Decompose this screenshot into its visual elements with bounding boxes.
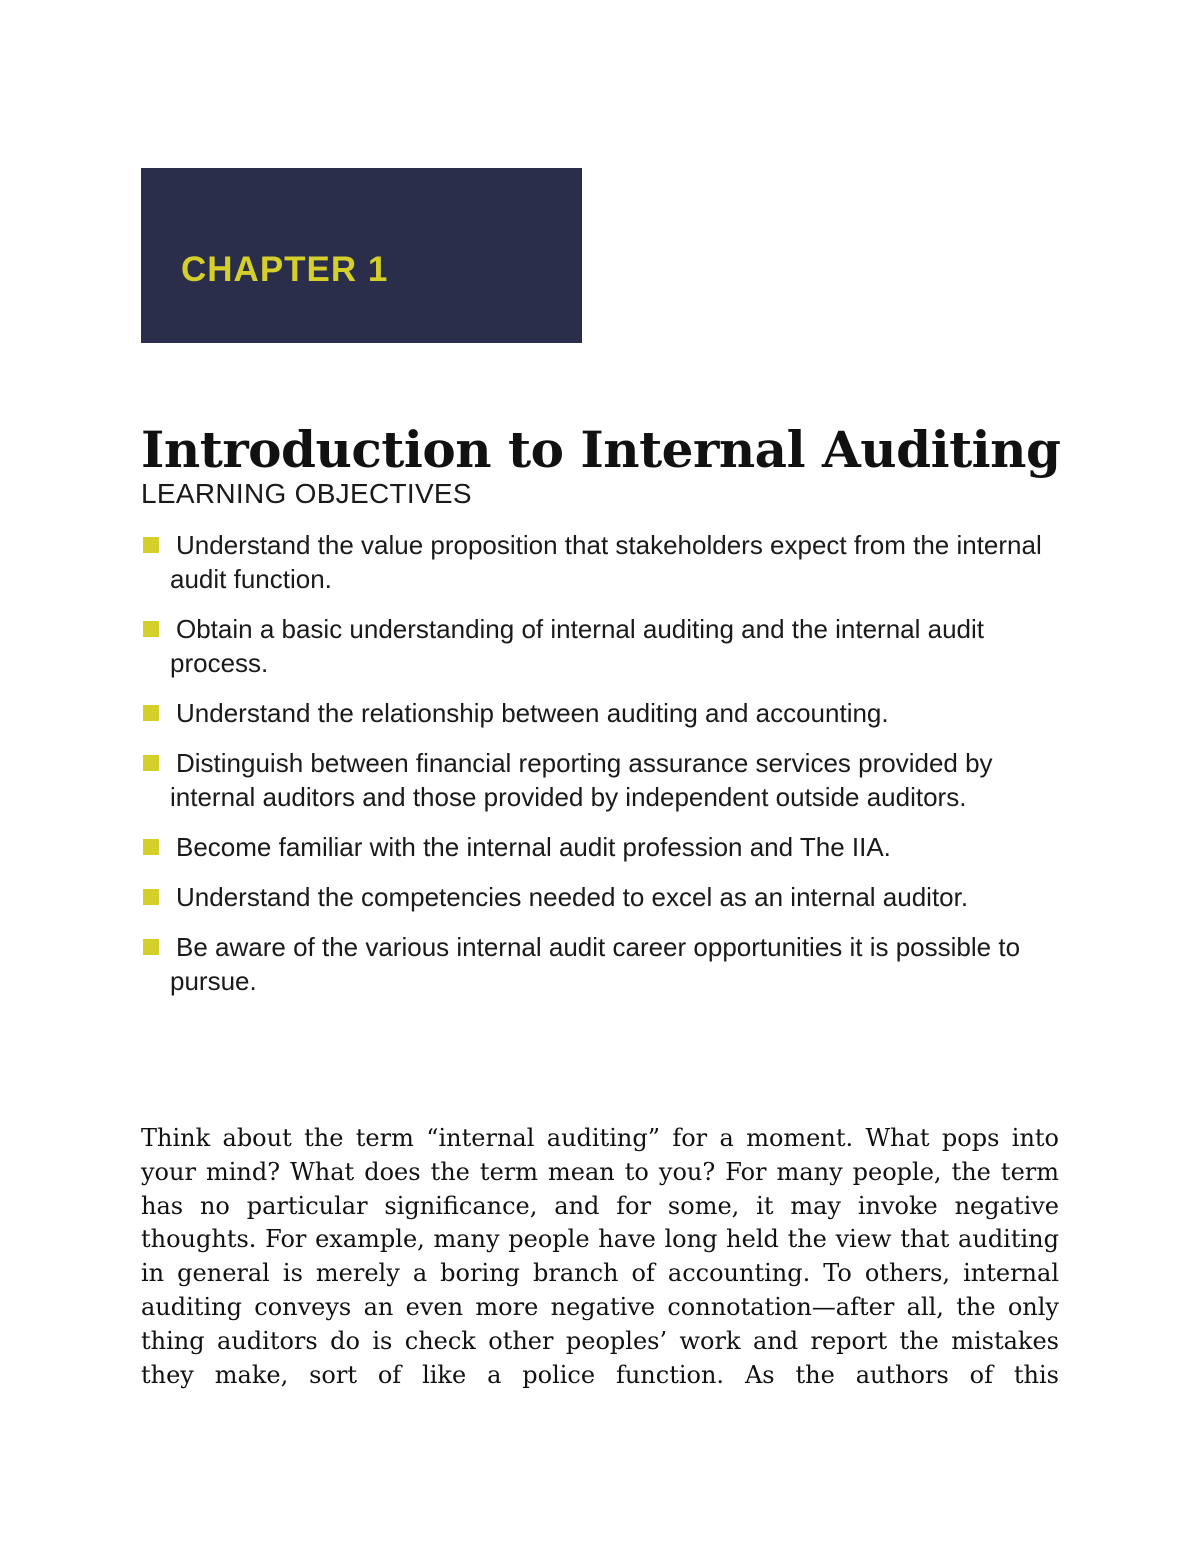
objective-text: Understand the relationship between auditing and accounting. xyxy=(176,698,889,728)
objective-item xyxy=(141,746,1071,814)
square-bullet-icon xyxy=(143,889,159,905)
learning-objectives-heading: LEARNING OBJECTIVES xyxy=(141,478,472,509)
objective-item xyxy=(141,696,1071,730)
objective-text: Be aware of the various internal audit career opportunities it is possible to pursue. xyxy=(170,932,1021,996)
objective-text: Become familiar with the internal audit profession and The IIA. xyxy=(176,832,891,862)
square-bullet-icon xyxy=(143,705,159,721)
learning-objectives-list xyxy=(141,528,1071,1014)
objective-item xyxy=(141,612,1071,680)
chapter-title: Introduction to Internal Auditing xyxy=(141,419,1061,479)
objective-item xyxy=(141,528,1071,596)
square-bullet-icon xyxy=(143,621,159,637)
objective-text: Distinguish between financial reporting assurance services provided by internal auditors and those provided by independent outside auditors. xyxy=(170,748,993,812)
objective-text: Understand the value proposition that stakeholders expect from the internal audit function. xyxy=(170,530,1042,594)
objective-text: Obtain a basic understanding of internal auditing and the internal audit process. xyxy=(170,614,985,678)
objective-text: Understand the competencies needed to excel as an internal auditor. xyxy=(176,882,969,912)
objective-item xyxy=(141,930,1071,998)
square-bullet-icon xyxy=(143,755,159,771)
body-paragraph: Think about the term “internal auditing” for a moment. What pops into your mind? What does the term mean to you? For many people, the term has no particular significance, and for some, it may invoke negative thoughts. For example, many people have long held the view that auditing in general is merely a boring branch of accounting. To others, internal auditing conveys an even more negative connotation—after all, the only thing auditors do is check other peoples’ work and report the mistakes they make, sort of like a police function. As the authors of this xyxy=(141,1124,1059,1389)
square-bullet-icon xyxy=(143,537,159,553)
objective-item xyxy=(141,880,1071,914)
chapter-label: CHAPTER 1 xyxy=(181,250,389,289)
objective-item xyxy=(141,830,1071,864)
chapter-banner xyxy=(141,168,582,343)
square-bullet-icon xyxy=(143,839,159,855)
square-bullet-icon xyxy=(143,939,159,955)
